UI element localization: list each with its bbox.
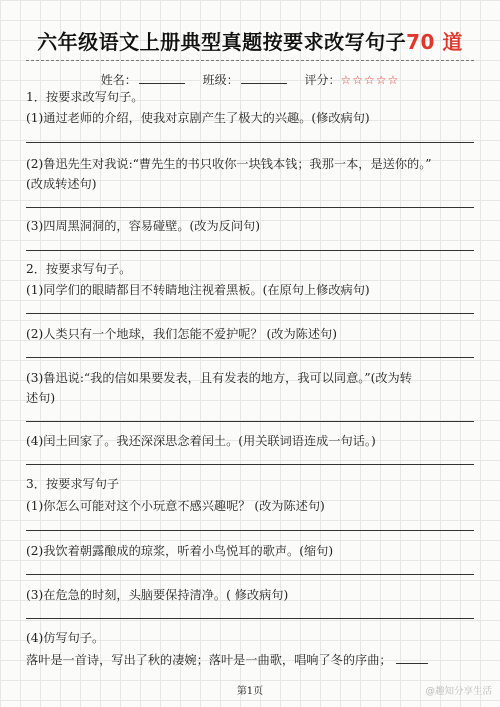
answer-blank[interactable] xyxy=(396,651,428,664)
question-2-3: (3)鲁迅说:“我的信如果要发表，且有发表的地方，我可以同意。”(改为转 xyxy=(26,371,412,385)
answer-line[interactable] xyxy=(26,207,474,208)
title-text: 六年级语文上册典型真题按要求改写句子 xyxy=(37,30,407,54)
student-info-row xyxy=(0,71,500,88)
page-number: 第1页 xyxy=(236,686,264,697)
question-3-4-prompt xyxy=(26,651,478,669)
question-1-3: (3)四周黑洞洞的，容易碰壁。(改为反问句) xyxy=(26,219,260,233)
question-3-1: (1)你怎么可能对这个小玩意不感兴趣呢？ (改为陈述句) xyxy=(26,499,325,513)
answer-line[interactable] xyxy=(26,618,474,619)
page-title xyxy=(0,26,500,55)
section-1-heading: 1．按要求改写句子。 xyxy=(26,90,144,104)
answer-line[interactable] xyxy=(26,530,474,531)
question-3-4-prompt-text: 落叶是一首诗，写出了秋的凄婉；落叶是一曲歌，唱响了冬的序曲； xyxy=(26,653,392,667)
section-3-heading: 3．按要求写句子 xyxy=(26,477,120,491)
class-blank[interactable] xyxy=(241,71,287,84)
score-stars: ☆☆☆☆☆ xyxy=(340,73,400,87)
answer-line[interactable] xyxy=(26,142,474,143)
question-2-2: (2)人类只有一个地球，我们怎能不爱护呢？ (改为陈述句) xyxy=(26,327,337,341)
question-3-4: (4)仿写句子。 xyxy=(26,631,105,645)
answer-line[interactable] xyxy=(26,250,474,251)
question-3-2: (2)我饮着朝露酿成的琼浆，听着小鸟悦耳的歌声。(缩句) xyxy=(26,544,334,558)
question-1-2: (2)鲁迅先生对我说:“曹先生的书只收你一块钱本钱；我那一本，是送你的。” xyxy=(26,157,432,171)
answer-line[interactable] xyxy=(26,357,474,358)
name-label: 姓名： xyxy=(100,73,137,87)
class-label: 班级： xyxy=(202,73,239,87)
question-1-2-cont-text: 改成转述句) xyxy=(30,177,97,191)
answer-line[interactable] xyxy=(26,574,474,575)
answer-line[interactable] xyxy=(26,313,474,314)
name-blank[interactable] xyxy=(139,71,185,84)
question-3-3: (3)在危急的时刻，头脑要保持清净。( 修改病句) xyxy=(26,588,289,602)
title-divider xyxy=(26,60,474,61)
question-2-3-cont: 述句) xyxy=(26,391,56,405)
question-2-1: (1)同学们的眼睛都目不转睛地注视着黑板。(在原句上修改病句) xyxy=(26,283,370,297)
question-1-2-cont: (改成转述句) xyxy=(26,177,97,191)
score-label: 评分： xyxy=(304,73,341,87)
question-1-1: (1)通过老师的介绍，使我对京剧产生了极大的兴趣。(修改病句) xyxy=(26,111,370,125)
watermark: @趣知分享生活 xyxy=(425,686,492,697)
question-2-4: (4)闰土回家了。我还深深思念着闰土。(用关联词语连成一句话。) xyxy=(26,434,376,448)
section-2-heading: 2．按要求写句子。 xyxy=(26,262,132,276)
answer-line[interactable] xyxy=(26,464,474,465)
question-count: 70 道 xyxy=(406,30,463,54)
answer-line[interactable] xyxy=(26,421,474,422)
